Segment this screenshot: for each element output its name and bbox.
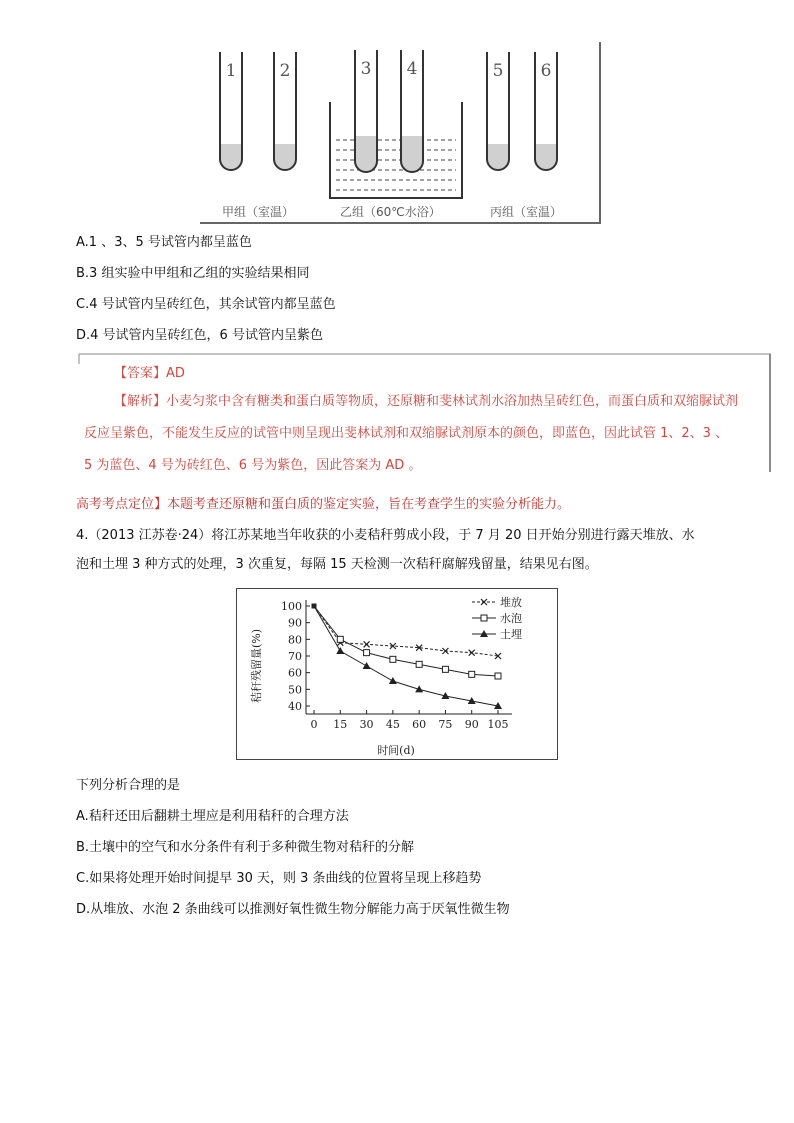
data-point-square	[390, 656, 396, 662]
x-tick-label: 0	[310, 718, 318, 731]
analysis-line-3: 5 为蓝色、4 号为砖红色、6 号为紫色，因此答案为 AD 。	[84, 458, 422, 473]
x-tick-label: 105	[487, 718, 509, 731]
x-tick-label: 45	[385, 718, 400, 731]
answer-label: 【答案】AD	[114, 366, 185, 381]
x-tick-label: 60	[412, 718, 427, 731]
y-tick-label: 100	[281, 600, 302, 613]
y-tick-label: 40	[288, 700, 302, 713]
data-point-square	[337, 636, 343, 642]
q4-option-a: A.秸秆还田后翻耕土埋应是利用秸秆的合理方法	[76, 809, 349, 824]
legend-label-x: 堆放	[500, 596, 522, 609]
legend-label-square: 水泡	[500, 612, 522, 625]
test-tube-4	[401, 50, 423, 172]
option-d: D.4 号试管内呈砖红色，6 号试管内呈紫色	[76, 328, 323, 343]
y-tick-label: 50	[288, 683, 302, 697]
analysis-line-1: 【解析】小麦匀浆中含有糖类和蛋白质等物质，还原糖和斐林试剂水浴加热呈砖红色，而蛋白质和双缩脲试剂	[114, 394, 739, 409]
answer-box	[78, 352, 771, 474]
option-a: A.1 、3、5 号试管内都呈蓝色	[76, 235, 252, 250]
tube-label-6: 6	[540, 61, 552, 81]
test-tube-figure	[200, 40, 604, 226]
residue-chart	[236, 588, 558, 760]
data-point-square	[364, 650, 370, 656]
test-tube-5	[487, 52, 509, 170]
y-axis-label: 秸秆残留量(%)	[250, 628, 263, 704]
question4-line1: 4.（2013 江苏卷·24）将江苏某地当年收获的小麦秸秆剪成小段，于 7 月 20 日开始分别进行露天堆放、水	[76, 528, 695, 543]
legend-label-triangle: 土埋	[500, 628, 522, 641]
q4-option-d: D.从堆放、水泡 2 条曲线可以推测好氧性微生物分解能力高于厌氧性微生物	[76, 902, 510, 917]
question4-prompt: 下列分析合理的是	[76, 778, 181, 793]
analysis-line-2: 反应呈紫色，不能发生反应的试管中则呈现出斐林试剂和双缩脲试剂原本的颜色，即蓝色，因此试管 1、2、3 、	[84, 426, 729, 441]
test-tube-6	[535, 52, 557, 170]
y-tick-label: 70	[288, 650, 302, 663]
y-tick-label: 60	[288, 666, 302, 680]
tube-label-4: 4	[406, 59, 418, 79]
tube-label-2: 2	[279, 61, 291, 81]
tube-label-5: 5	[492, 61, 504, 81]
x-tick-label: 90	[464, 718, 479, 731]
option-c: C.4 号试管内呈砖红色，其余试管内都呈蓝色	[76, 297, 336, 312]
y-tick-label: 90	[288, 616, 302, 630]
data-point-square	[442, 666, 448, 672]
q4-option-c: C.如果将处理开始时间提早 30 天，则 3 条曲线的位置将呈现上移趋势	[76, 871, 482, 886]
group-label-jia: 甲组（室温）	[222, 205, 295, 219]
x-tick-label: 15	[333, 718, 348, 731]
option-b: B.3 组实验中甲组和乙组的实验结果相同	[76, 266, 310, 281]
tube-label-1: 1	[225, 61, 237, 81]
group-label-yi: 乙组（60℃水浴）	[340, 205, 441, 219]
legend-marker-square	[481, 615, 487, 621]
group-label-bing: 丙组（室温）	[490, 205, 563, 219]
test-tube-1	[220, 52, 242, 170]
chart-frame	[236, 588, 558, 760]
data-point-start	[312, 604, 317, 609]
test-tube-2	[274, 52, 296, 170]
exam-point: 高考考点定位】本题考查还原糖和蛋白质的鉴定实验，旨在考查学生的实验分析能力。	[76, 497, 571, 512]
question4-line2: 泡和土埋 3 种方式的处理，3 次重复，每隔 15 天检测一次秸秆腐解残留量，结果见右图。	[76, 557, 598, 572]
tube-label-3: 3	[360, 59, 372, 79]
test-tube-3	[355, 50, 377, 172]
y-tick-label: 80	[288, 633, 302, 647]
x-tick-label: 75	[438, 718, 453, 731]
data-point-square	[469, 671, 475, 677]
q4-option-b: B.土壤中的空气和水分条件有利于多种微生物对秸秆的分解	[76, 840, 415, 855]
data-point-square	[495, 673, 501, 679]
x-axis-label: 时间(d)	[377, 744, 415, 757]
x-tick-label: 30	[359, 718, 374, 731]
data-point-square	[416, 661, 422, 667]
